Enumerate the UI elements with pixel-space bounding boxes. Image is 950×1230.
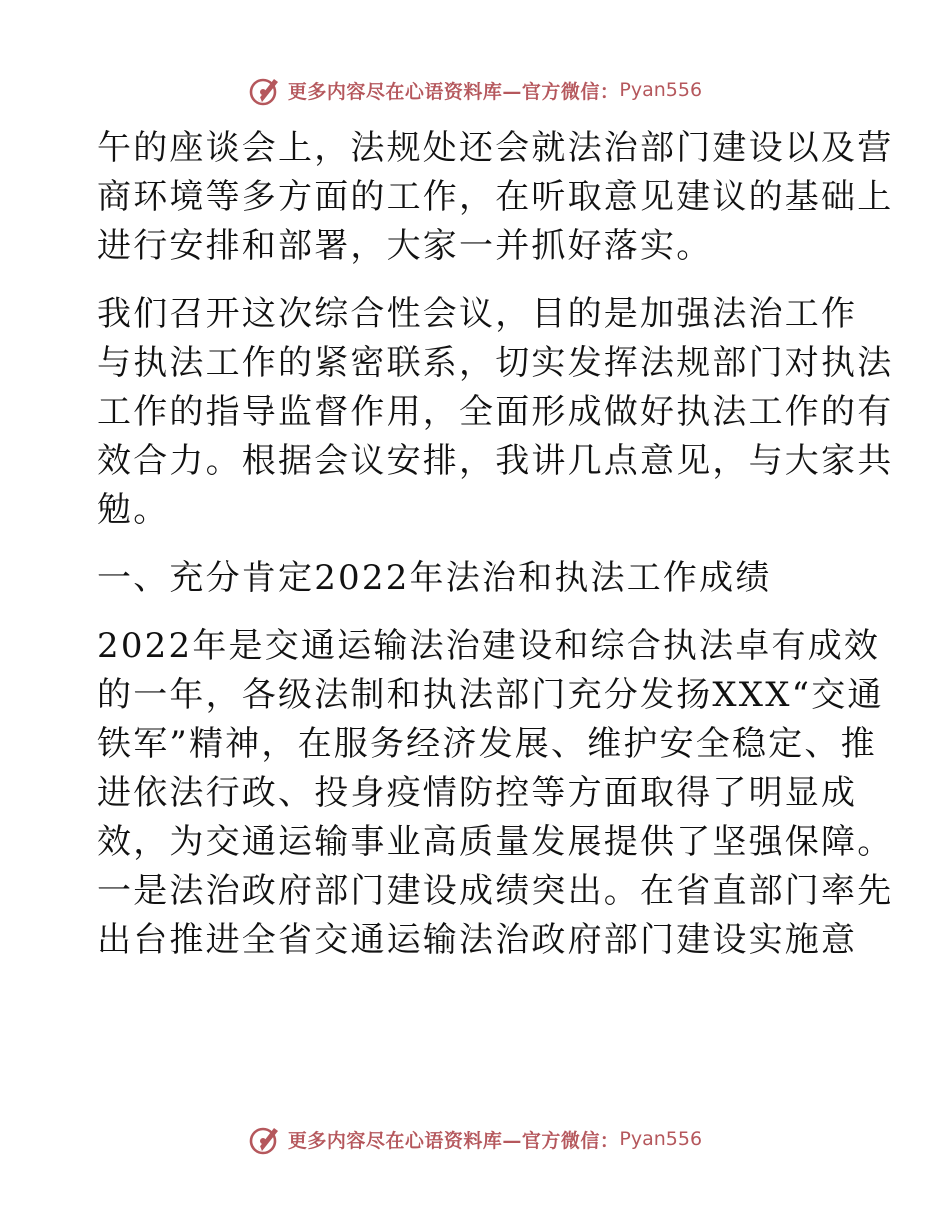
- paragraph: [97, 124, 894, 271]
- text-line: 铁军”精神，在服务经济发展、维护安全稳定、推: [97, 724, 877, 764]
- paragraph: [97, 290, 894, 535]
- text-line: 效，为交通运输事业高质量发展提供了坚强保障。: [97, 822, 894, 862]
- text-line: 与执法工作的紧密联系，切实发挥法规部门对执法: [97, 343, 894, 383]
- text-line: 进依法行政、投身疫情防控等方面取得了明显成: [97, 773, 858, 813]
- text-line: 一是法治政府部门建设成绩突出。在省直部门率先: [97, 871, 894, 911]
- wechat-id: Pyan556: [619, 1128, 703, 1150]
- text-line: 勉。: [97, 490, 170, 530]
- text-line: 出台推进全省交通运输法治政府部门建设实施意: [97, 920, 858, 960]
- text-line: 2022年是交通运输法治建设和综合执法卓有成效: [97, 626, 881, 666]
- text-line: 商环境等多方面的工作，在听取意见建议的基础上: [97, 177, 894, 217]
- footer-banner: [0, 1119, 950, 1159]
- text-line: 的一年，各级法制和执法部门充分发扬XXX“交通: [97, 675, 884, 715]
- heading-line: 一、充分肯定2022年法治和执法工作成绩: [97, 558, 772, 598]
- text-line: 午的座谈会上，法规处还会就法治部门建设以及营: [97, 128, 894, 168]
- pen-logo-icon: [248, 1122, 282, 1156]
- text-line: 效合力。根据会议安排，我讲几点意见，与大家共: [97, 441, 894, 481]
- body-text: [97, 124, 894, 965]
- text-line: 我们召开这次综合性会议，目的是加强法治工作: [97, 294, 858, 334]
- pen-logo-icon: [248, 73, 282, 107]
- banner-text: 更多内容尽在心语资料库—官方微信：: [287, 1129, 620, 1152]
- header-banner: [0, 70, 950, 110]
- text-line: 工作的指导监督作用，全面形成做好执法工作的有: [97, 392, 894, 432]
- wechat-id: Pyan556: [619, 79, 703, 101]
- banner-text: 更多内容尽在心语资料库—官方微信：: [287, 80, 620, 103]
- text-line: 进行安排和部署，大家一并抓好落实。: [97, 226, 713, 266]
- section-heading: [97, 554, 857, 603]
- paragraph: [97, 622, 894, 965]
